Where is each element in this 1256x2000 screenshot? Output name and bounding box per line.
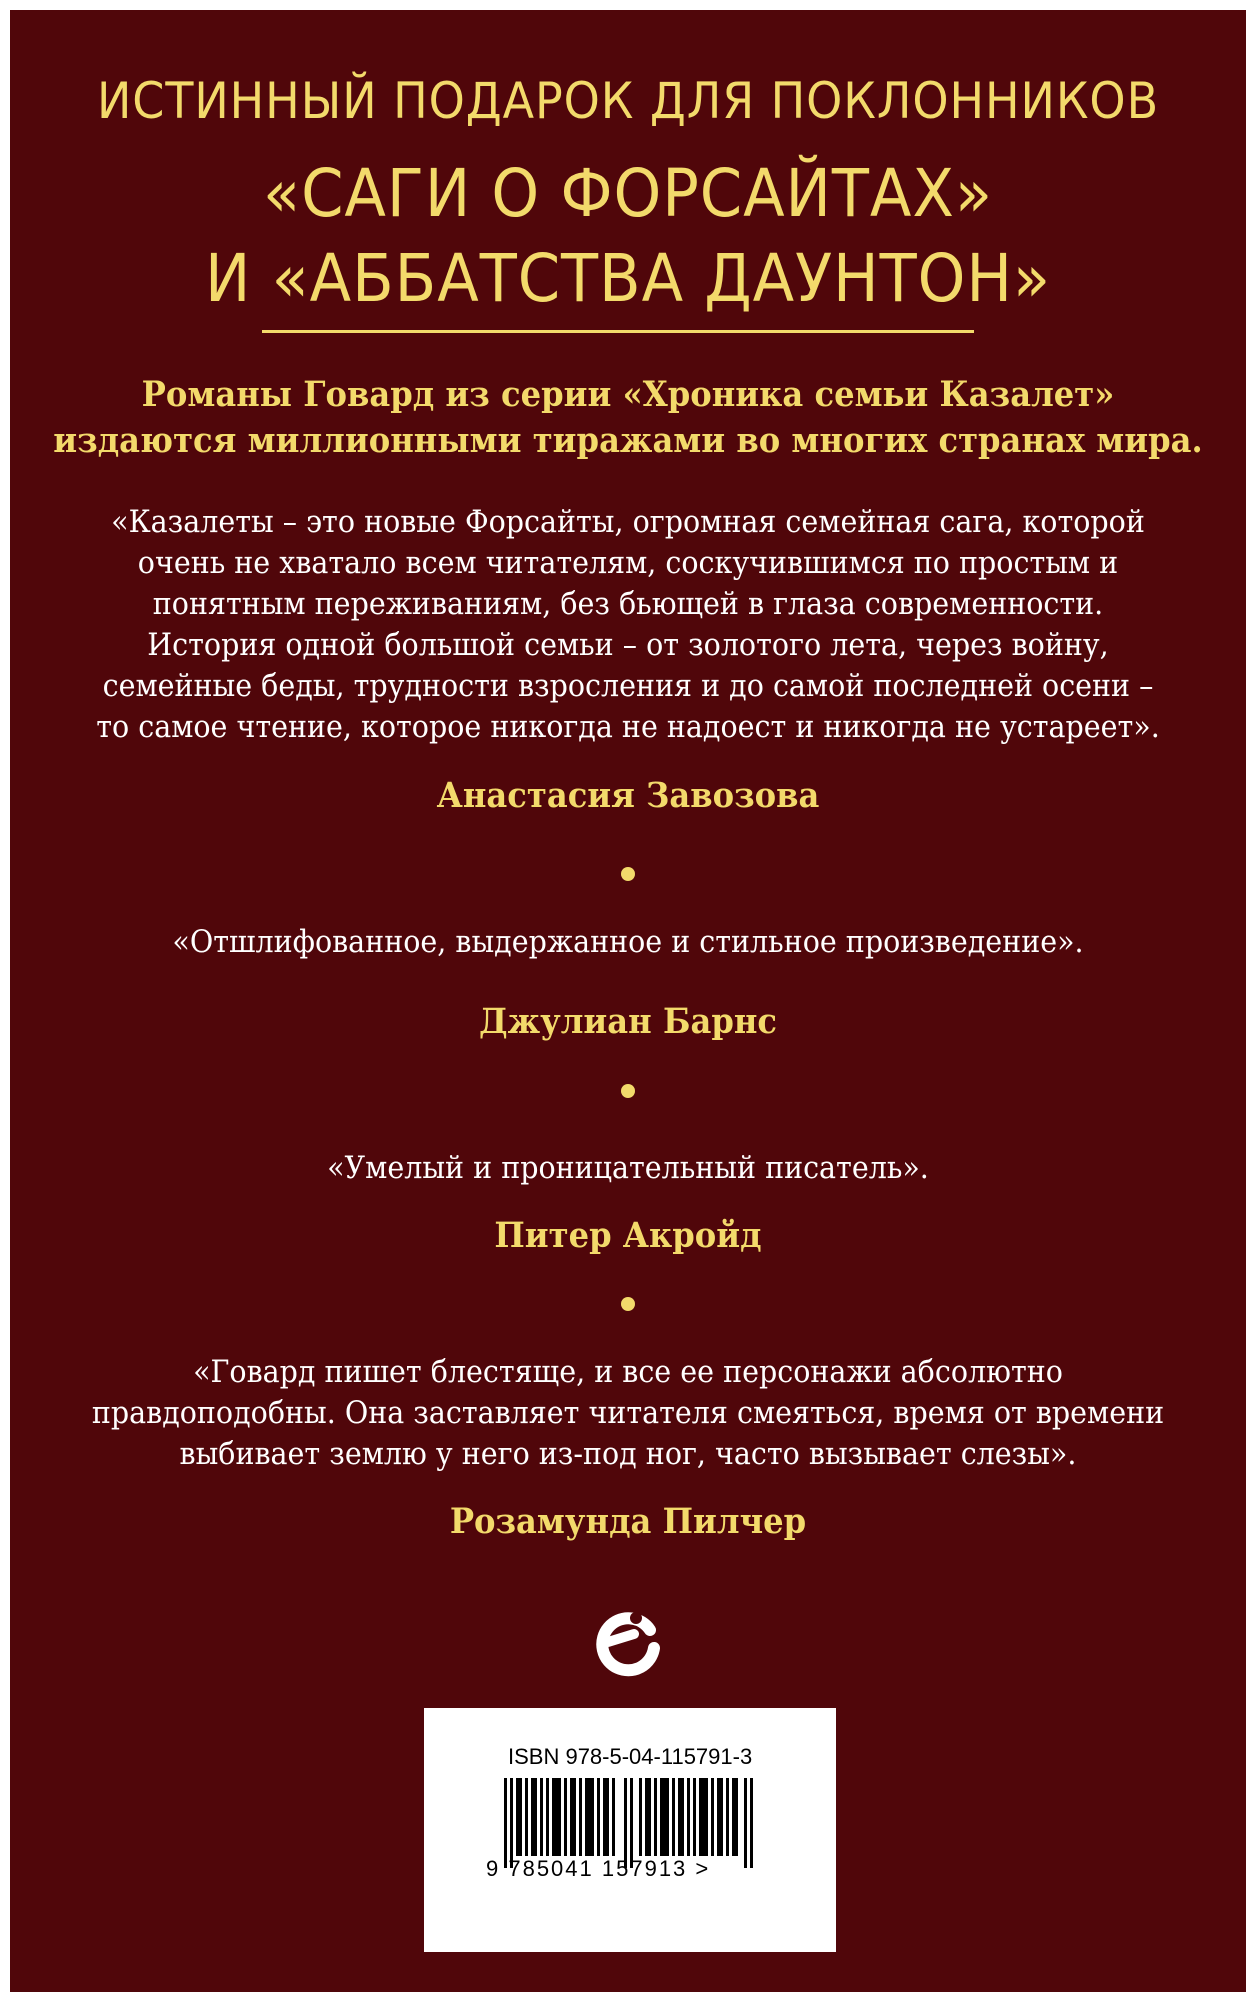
headline-divider [262,330,974,333]
separator-dot-2 [621,1084,635,1098]
isbn-label: ISBN 978-5-04-115791-3 [508,1744,753,1769]
eksmo-logo-icon [588,1598,668,1678]
quote-1-line-6: то самое чтение, которое никогда не надоест и никогда не устареет». [96,709,1160,745]
barcode-panel [424,1708,836,1952]
quote-1-author: Анастасия Завозова [436,775,820,816]
headline-line-2: «САГИ О ФОРСАЙТАХ» [263,155,993,232]
lead-line-2: издаются миллионными тиражами во многих странах мира. [53,420,1203,461]
quote-1-line-4: История одной большой семьи – от золотого лета, через войну, [147,627,1109,663]
quote-3-line-1: «Умелый и проницательный писатель». [327,1150,929,1186]
lead-line-1: Романы Говард из серии «Хроника семьи Казалет» [141,374,1115,415]
headline-line-1: ИСТИННЫЙ ПОДАРОК ДЛЯ ПОКЛОННИКОВ [96,72,1160,130]
quote-1-line-3: понятным переживаниям, без бьющей в глаза современности. [152,586,1104,622]
quote-1-line-1: «Казалеты – это новые Форсайты, огромная семейная сага, которой [111,504,1145,540]
separator-dot-1 [621,867,635,881]
separator-dot-3 [621,1297,635,1311]
ean-digits: 9 785041 157913 > [486,1856,711,1881]
quote-4-line-3: выбивает землю у него из-под ног, часто вызывает слезы». [179,1436,1077,1472]
quote-4-author: Розамунда Пилчер [449,1501,807,1542]
quote-3-author: Питер Акройд [494,1215,762,1256]
quote-4-line-2: правдоподобны. Она заставляет читателя смеяться, время от времени [91,1395,1165,1431]
barcode-icon [504,1778,756,1868]
quote-4-line-1: «Говард пишет блестяще, и все ее персонажи абсолютно [193,1354,1063,1390]
quote-2-line-1: «Отшлифованное, выдержанное и стильное произведение». [172,924,1084,960]
headline-line-3: И «АББАТСТВА ДАУНТОН» [205,240,1051,317]
quote-2-author: Джулиан Барнс [478,1001,778,1042]
quote-1-line-5: семейные беды, трудности взросления и до самой последней осени – [102,668,1154,704]
quote-1-line-2: очень не хватало всем читателям, соскучившимся по простым и [137,545,1119,581]
